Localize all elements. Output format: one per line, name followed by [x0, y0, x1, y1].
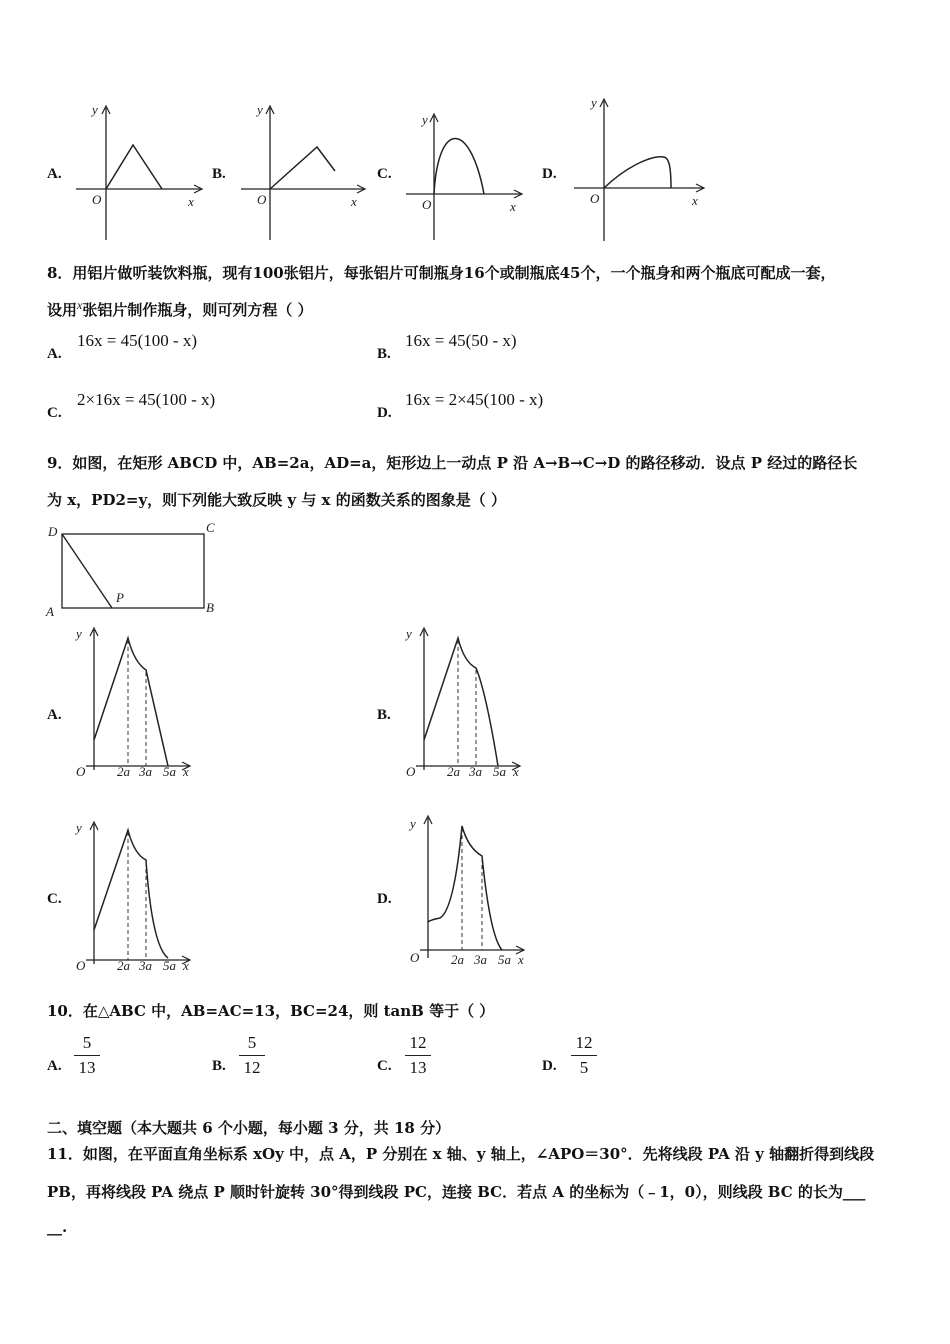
- q9-a-y-label: y: [76, 626, 82, 641]
- q10-option-a-numerator: 5: [82, 1033, 92, 1052]
- q9-option-d-label: D.: [377, 891, 392, 907]
- q7-a-y-label: y: [92, 102, 98, 117]
- q9-d-origin: O: [410, 950, 420, 965]
- q7-a-x-label: x: [188, 194, 194, 209]
- q9-a-x-label: x: [183, 764, 189, 779]
- q7-option-d-label: D.: [542, 166, 557, 182]
- q7-c-y-label: y: [422, 112, 428, 127]
- q10-option-c-label: C.: [377, 1058, 392, 1074]
- q10-stem: 10．在△ABC 中，AB=AC=13，BC=24，则 tanB 等于（ ）: [47, 1002, 495, 1020]
- q9-d-tick-5a: 5a: [498, 952, 511, 967]
- q9-d-y-label: y: [410, 816, 416, 831]
- q7-d-origin-label: O: [590, 191, 600, 206]
- q9-c-tick-3a: 3a: [139, 958, 152, 973]
- q7-option-a-label: A.: [47, 166, 62, 182]
- q8-option-b-label: B.: [377, 346, 391, 362]
- q9-stem-line1: 9．如图，在矩形 ABCD 中，AB=2a，AD=a，矩形边上一动点 P 沿 A→B→C→D 的路径移动．设点 P 经过的路径长: [47, 454, 858, 472]
- q10-option-b-label: B.: [212, 1058, 226, 1074]
- q10-option-d-denominator: 5: [579, 1058, 589, 1077]
- q7-option-b-label: B.: [212, 166, 226, 182]
- q9-c-y-label: y: [76, 820, 82, 835]
- q9-d-tick-2a: 2a: [451, 952, 464, 967]
- q7-option-c-label: C.: [377, 166, 392, 182]
- q8-stem-line1: 8．用铝片做听装饮料瓶，现有100张铝片，每张铝片可制瓶身16个或制瓶底45个，一个瓶身和两个瓶底可配成一套，: [47, 264, 836, 282]
- q9-a-origin: O: [76, 764, 86, 779]
- q9-option-b-graph: [402, 622, 532, 782]
- q9-a-tick-2a: 2a: [117, 764, 130, 779]
- q8-stem-text-b: 张铝片制作瓶身，则可列方程（ ）: [82, 301, 313, 319]
- q9-stem-line2: 为 x，PD2=y，则下列能大致反映 y 与 x 的函数关系的图象是（ ）: [47, 491, 506, 509]
- q11-stem-line2: PB，再将线段 PA 绕点 P 顺时针旋转 30°得到线段 PC，连接 BC．若点 A 的坐标为（﹣1，0），则线段 BC 的长为___: [47, 1183, 866, 1201]
- q9-b-y-label: y: [406, 626, 412, 641]
- q7-option-b-graph: [235, 100, 375, 245]
- q10-option-b-numerator: 5: [247, 1033, 257, 1052]
- q8-stem-text-a: 设用: [47, 301, 78, 319]
- q7-b-x-label: x: [351, 194, 357, 209]
- q7-option-c-graph: [400, 110, 530, 245]
- q7-a-origin-label: O: [92, 192, 102, 207]
- q7-b-y-label: y: [257, 102, 263, 117]
- q9-rect-label-b: B: [206, 600, 214, 615]
- q10-option-b-fraction: [239, 1033, 265, 1078]
- q9-rectangle-figure: [44, 518, 224, 622]
- q9-c-x-label: x: [183, 958, 189, 973]
- q9-rect-label-a: A: [46, 604, 54, 619]
- q9-c-origin: O: [76, 958, 86, 973]
- q8-option-c-equation: 2×16x = 45(100 - x): [77, 390, 216, 409]
- q8-stem-var: x: [77, 298, 83, 312]
- q9-option-a-graph: [72, 622, 202, 782]
- q10-option-c-denominator: 13: [409, 1058, 427, 1077]
- q8-stem-line2: [47, 298, 313, 320]
- q10-option-c-fraction: [405, 1033, 431, 1078]
- q10-option-d-numerator: 12: [575, 1033, 593, 1052]
- q8-option-a-label: A.: [47, 346, 62, 362]
- q10-option-d-fraction: [571, 1033, 597, 1078]
- q9-option-d-graph: [406, 810, 536, 970]
- q7-d-y-label: y: [591, 95, 597, 110]
- q9-c-tick-2a: 2a: [117, 958, 130, 973]
- q8-option-b-equation: 16x = 45(50 - x): [405, 331, 517, 350]
- q10-option-d-label: D.: [542, 1058, 557, 1074]
- q8-option-c-label: C.: [47, 405, 62, 421]
- q11-stem-line1: 11．如图，在平面直角坐标系 xOy 中，点 A，P 分别在 x 轴、y 轴上，∠APO＝30°．先将线段 PA 沿 y 轴翻折得到线段: [47, 1145, 875, 1163]
- q7-c-origin-label: O: [422, 197, 432, 212]
- q9-a-tick-3a: 3a: [139, 764, 152, 779]
- q9-option-a-label: A.: [47, 707, 62, 723]
- q7-b-origin-label: O: [257, 192, 267, 207]
- q9-option-b-label: B.: [377, 707, 391, 723]
- q7-d-x-label: x: [692, 193, 698, 208]
- q7-option-d-graph: [568, 95, 713, 245]
- q9-rect-label-c: C: [206, 520, 215, 535]
- q7-option-a-graph: [70, 100, 210, 245]
- q10-option-a-fraction: [74, 1033, 100, 1078]
- section2-heading: 二、填空题（本大题共 6 个小题，每小题 3 分，共 18 分）: [47, 1119, 451, 1137]
- q9-b-origin: O: [406, 764, 416, 779]
- q9-d-x-label: x: [518, 952, 524, 967]
- q10-option-a-label: A.: [47, 1058, 62, 1074]
- q8-option-a-equation: 16x = 45(100 - x): [77, 331, 198, 350]
- q9-option-c-label: C.: [47, 891, 62, 907]
- q9-rect-label-p: P: [116, 590, 124, 605]
- q9-option-c-graph: [72, 816, 202, 976]
- q8-option-d-equation: 16x = 2×45(100 - x): [405, 390, 544, 409]
- q9-b-tick-3a: 3a: [469, 764, 482, 779]
- q11-stem-line3: __.: [47, 1218, 68, 1236]
- q9-c-tick-5a: 5a: [163, 958, 176, 973]
- q9-d-tick-3a: 3a: [474, 952, 487, 967]
- q9-a-tick-5a: 5a: [163, 764, 176, 779]
- q7-c-x-label: x: [510, 199, 516, 214]
- q10-option-c-numerator: 12: [409, 1033, 427, 1052]
- q10-option-a-denominator: 13: [78, 1058, 96, 1077]
- q9-b-x-label: x: [513, 764, 519, 779]
- q9-rect-label-d: D: [48, 524, 58, 539]
- q9-b-tick-2a: 2a: [447, 764, 460, 779]
- q8-option-d-label: D.: [377, 405, 392, 421]
- q10-option-b-denominator: 12: [243, 1058, 261, 1077]
- q9-b-tick-5a: 5a: [493, 764, 506, 779]
